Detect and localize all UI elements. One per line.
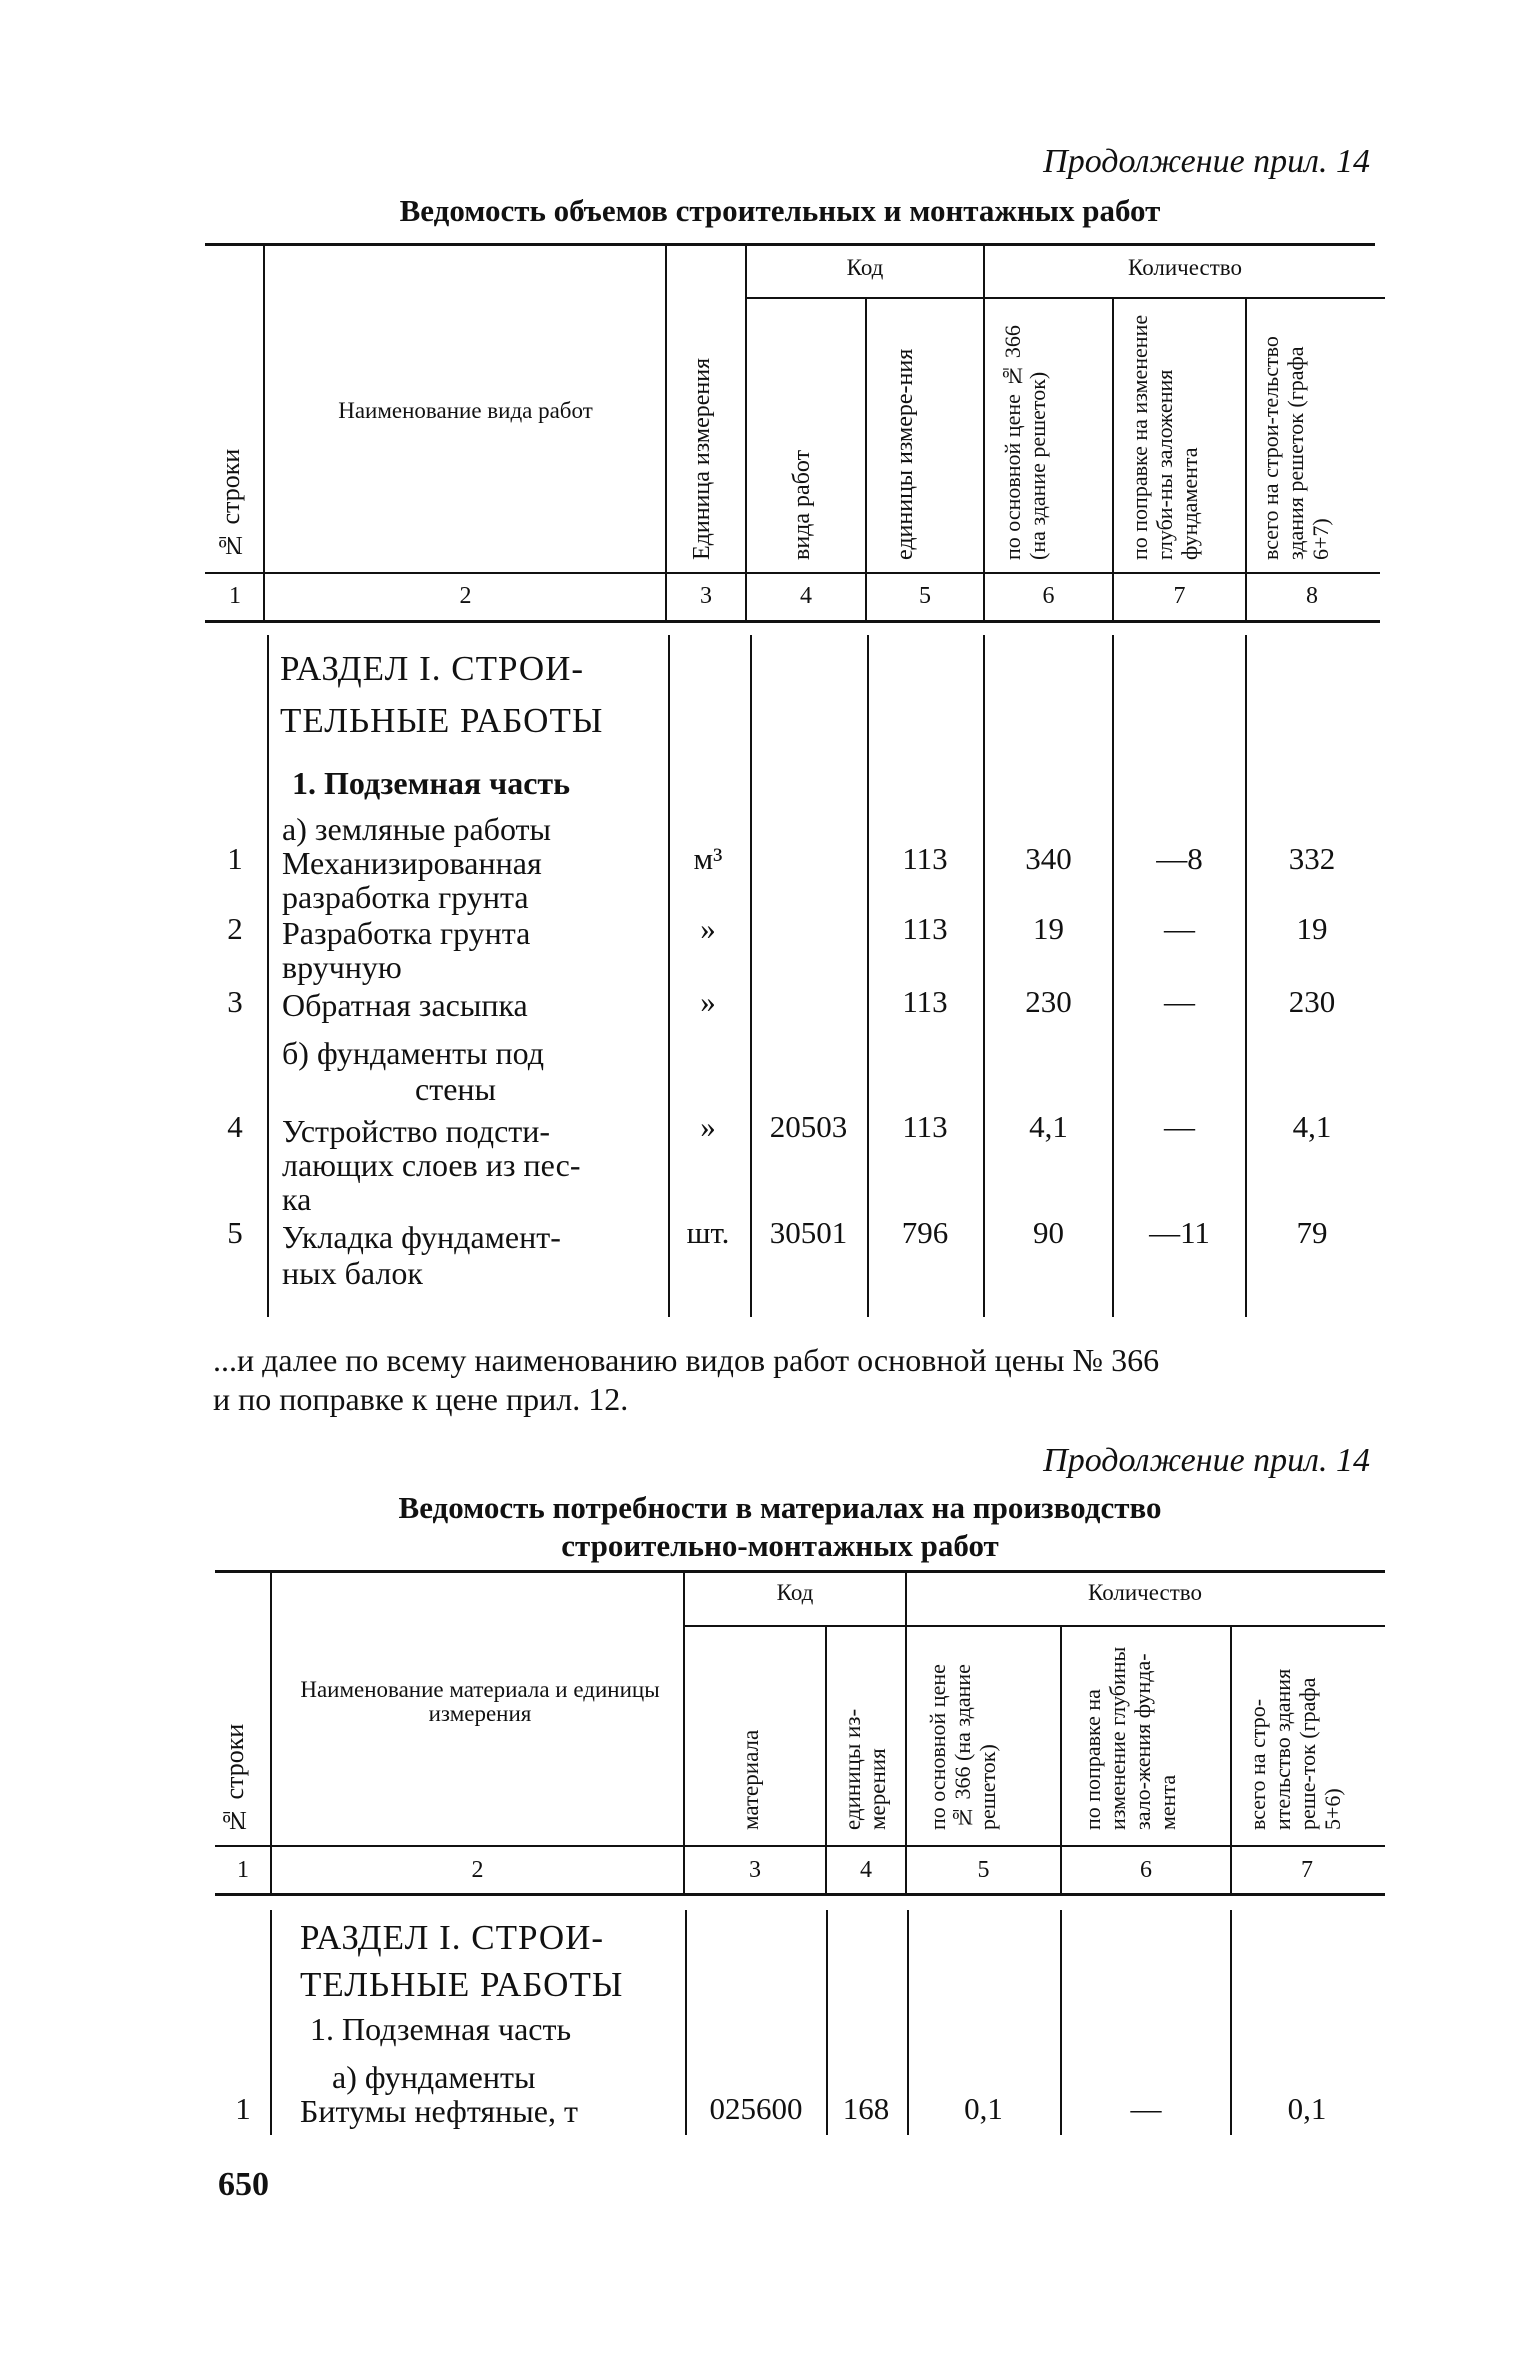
unit-value: » <box>700 1109 716 1144</box>
work-name: Обратная засыпка <box>282 987 528 1023</box>
code-unit-value: 113 <box>902 841 948 876</box>
row-number: 4 <box>227 1109 243 1144</box>
header-q-adj: по поправке на изменение глубины зало-жения фунда-мента <box>1080 1646 1180 1830</box>
base-value: 340 <box>1025 841 1072 876</box>
header-code: Код <box>776 1580 814 1605</box>
work-name: лающих слоев из пес- <box>282 1147 581 1183</box>
group-label: б) фундаменты под <box>282 1035 545 1071</box>
work-name: Разработка грунта <box>282 915 531 951</box>
col-number: 1 <box>237 1857 249 1883</box>
code-unit-value: 113 <box>902 911 948 946</box>
section-title: РАЗДЕЛ I. СТРОИ- <box>300 1918 605 1957</box>
total-value: 332 <box>1288 841 1336 876</box>
section-title: РАЗДЕЛ I. СТРОИ- <box>280 649 585 688</box>
adj-value: — <box>1164 1109 1195 1144</box>
total-value: 19 <box>1296 911 1328 946</box>
header-code-unit: единицы измере-ния <box>892 348 918 560</box>
row-number: 2 <box>227 911 243 946</box>
table-title: Ведомость объемов строительных и монтажных работ <box>399 193 1161 228</box>
header-q-total: всего на строи-тельство здания решеток (графа 6+7) <box>1258 336 1333 560</box>
code-unit-value: 168 <box>842 2091 890 2126</box>
work-name: Механизированная <box>282 845 542 881</box>
subsection-title: 1. Подземная часть <box>310 2011 572 2047</box>
unit-value: м³ <box>693 841 723 876</box>
work-name: ных балок <box>282 1255 423 1291</box>
work-code-value: 30501 <box>769 1215 848 1250</box>
base-value: 230 <box>1025 984 1072 1019</box>
total-value: 0,1 <box>1287 2091 1327 2126</box>
row-number: 3 <box>227 984 243 1019</box>
page-number: 650 <box>218 2166 269 2203</box>
work-code-value: 20503 <box>769 1109 848 1144</box>
header-code-unit: единицы из-мерения <box>840 1708 890 1830</box>
col-number: 8 <box>1306 583 1318 609</box>
unit-value: » <box>700 984 716 1019</box>
table-title: строительно-монтажных работ <box>561 1528 999 1563</box>
note-text: ...и далее по всему наименованию видов работ основной цены № 366 <box>213 1342 1160 1378</box>
code-unit-value: 113 <box>902 1109 948 1144</box>
row-number: 5 <box>227 1215 243 1250</box>
base-value: 19 <box>1033 911 1064 946</box>
code-unit-value: 796 <box>901 1215 949 1250</box>
header-row-no: № строки <box>216 448 245 560</box>
header-quantity: Количество <box>1128 255 1242 280</box>
col-number: 6 <box>1042 583 1055 609</box>
row-number: 1 <box>227 841 243 876</box>
header-q-base: по основной цене № 366 (на здание решеток) <box>1000 325 1050 560</box>
col-number: 7 <box>1173 583 1186 609</box>
header-code-material: материала <box>738 1729 763 1830</box>
col-number: 5 <box>977 1857 990 1883</box>
col-number: 4 <box>860 1857 872 1883</box>
col-number: 4 <box>800 583 812 609</box>
adj-value: — <box>1164 984 1195 1019</box>
section-title: ТЕЛЬНЫЕ РАБОТЫ <box>280 701 604 740</box>
total-value: 4,1 <box>1292 1109 1332 1144</box>
work-name: ка <box>282 1181 312 1217</box>
header-unit: Единица измерения <box>689 357 715 560</box>
header-material-name: Наименование материала и единицы измерения <box>300 1677 660 1726</box>
code-unit-value: 113 <box>902 984 948 1019</box>
adj-value: — <box>1164 911 1195 946</box>
adj-value: — <box>1130 2091 1162 2126</box>
subsection-title: 1. Подземная часть <box>292 765 571 801</box>
work-name: Укладка фундамент- <box>282 1219 561 1255</box>
header-q-adj: по поправке на изменение глуби-ны заложения фундамента <box>1127 314 1202 560</box>
group-label: стены <box>415 1071 497 1107</box>
adj-value: —11 <box>1149 1215 1210 1250</box>
base-value: 90 <box>1033 1215 1064 1250</box>
unit-value: » <box>700 911 716 946</box>
header-code: Код <box>846 255 884 280</box>
col-number: 2 <box>459 583 472 609</box>
base-value: 0,1 <box>964 2091 1003 2126</box>
col-number: 3 <box>749 1857 761 1883</box>
adj-value: —8 <box>1156 841 1203 876</box>
material-name: Битумы нефтяные, т <box>300 2093 578 2129</box>
work-name: Устройство подсти- <box>282 1113 551 1149</box>
work-name: разработка грунта <box>282 879 529 915</box>
group-label: а) земляные работы <box>282 811 552 847</box>
total-value: 79 <box>1296 1215 1328 1250</box>
row-number: 1 <box>235 2091 251 2126</box>
header-work-name: Наименование вида работ <box>338 398 593 423</box>
table-title: Ведомость потребности в материалах на производство <box>398 1490 1162 1525</box>
continuation-label: Продолжение прил. 14 <box>1043 143 1370 180</box>
col-number: 3 <box>700 583 712 609</box>
header-row-no: № строки <box>220 1723 249 1835</box>
header-q-total: всего на стро-ительство здания реше-ток (графа 5+6) <box>1245 1668 1345 1830</box>
continuation-label: Продолжение прил. 14 <box>1043 1442 1370 1479</box>
section-title: ТЕЛЬНЫЕ РАБОТЫ <box>300 1965 624 2004</box>
total-value: 230 <box>1288 984 1336 1019</box>
col-number: 6 <box>1140 1857 1152 1883</box>
unit-value: шт. <box>686 1215 730 1250</box>
col-number: 1 <box>229 583 241 609</box>
col-number: 5 <box>919 583 931 609</box>
group-label: а) фундаменты <box>332 2059 536 2095</box>
base-value: 4,1 <box>1029 1109 1068 1144</box>
note-text: и по поправке к цене прил. 12. <box>213 1381 629 1417</box>
header-code-work: вида работ <box>789 449 815 560</box>
work-name: вручную <box>282 949 402 985</box>
col-number: 2 <box>471 1857 484 1883</box>
header-quantity: Количество <box>1088 1580 1202 1605</box>
header-q-base: по основной цене № 366 (на здание решеток) <box>925 1664 1000 1830</box>
col-number: 7 <box>1301 1857 1313 1883</box>
material-code-value: 025600 <box>709 2091 803 2126</box>
